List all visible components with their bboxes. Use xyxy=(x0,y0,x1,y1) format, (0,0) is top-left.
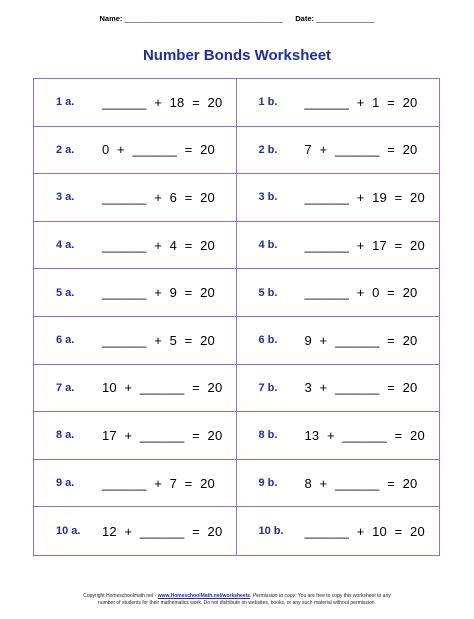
problem-label: 4 b. xyxy=(258,239,278,252)
problem-cell xyxy=(237,507,440,555)
problem-label: 6 a. xyxy=(56,334,75,347)
problem-cell xyxy=(34,365,237,413)
problem-label: 6 b. xyxy=(258,334,278,347)
problem-label: 5 b. xyxy=(258,286,278,299)
problem-cell xyxy=(237,412,440,460)
problem-equation[interactable]: 8 + ______ = 20 xyxy=(304,475,418,491)
problem-equation[interactable]: ______ + 6 = 20 xyxy=(102,189,215,205)
problem-cell xyxy=(34,412,237,460)
problem-equation[interactable]: ______ + 17 = 20 xyxy=(304,237,425,253)
problem-label: 3 a. xyxy=(56,191,75,204)
problem-equation[interactable]: 13 + ______ = 20 xyxy=(304,427,425,443)
problem-equation[interactable]: 12 + ______ = 20 xyxy=(102,523,223,539)
problem-cell xyxy=(34,269,237,317)
problem-label: 8 b. xyxy=(258,429,278,442)
problem-cell xyxy=(237,127,440,175)
problem-label: 2 a. xyxy=(56,143,75,156)
problem-equation[interactable]: ______ + 19 = 20 xyxy=(304,189,425,205)
footer-copyright: Copyright Homeschoolmath.net - www.HomeschoolMath.net/worksheets. Permission to copy: You are free to copy this worksheet to any number of students for their mathematics work. Do not distribute on websites, books, or any such material without permission. xyxy=(0,593,474,606)
problem-label: 10 b. xyxy=(258,525,284,538)
problem-cell xyxy=(34,222,237,270)
date-blank[interactable]: ______________ xyxy=(316,14,375,23)
problem-equation[interactable]: 10 + ______ = 20 xyxy=(102,380,223,396)
footer-line-2: number of students for their mathematics work. Do not distribute on websites, books, or any such material without permission. xyxy=(98,599,376,606)
name-date-header xyxy=(0,14,474,23)
problem-cell xyxy=(34,460,237,508)
name-label: Name: xyxy=(99,14,123,23)
problem-label: 1 b. xyxy=(258,96,278,109)
problem-label: 5 a. xyxy=(56,286,75,299)
problem-equation[interactable]: 0 + ______ = 20 xyxy=(102,142,215,158)
problem-equation[interactable]: ______ + 4 = 20 xyxy=(102,237,215,253)
problem-label: 3 b. xyxy=(258,191,278,204)
problem-equation[interactable]: ______ + 10 = 20 xyxy=(304,523,425,539)
problem-label: 4 a. xyxy=(56,239,75,252)
problem-equation[interactable]: ______ + 1 = 20 xyxy=(304,94,418,110)
worksheet-title: Number Bonds Worksheet xyxy=(142,47,332,64)
problem-cell xyxy=(237,79,440,127)
problem-cell xyxy=(34,507,237,555)
problem-label: 7 b. xyxy=(258,381,278,394)
problem-equation[interactable]: ______ + 9 = 20 xyxy=(102,285,215,301)
problem-cell xyxy=(237,269,440,317)
problem-label: 9 a. xyxy=(56,477,75,490)
problem-equation[interactable]: ______ + 18 = 20 xyxy=(102,94,223,110)
permission-text: You are free to copy this worksheet to any xyxy=(296,593,391,599)
problem-label: 2 b. xyxy=(258,143,278,156)
problem-cell xyxy=(237,174,440,222)
website-link[interactable]: www.HomeschoolMath.net/worksheets xyxy=(157,593,251,599)
problem-equation[interactable]: ______ + 0 = 20 xyxy=(304,285,418,301)
problem-label: 7 a. xyxy=(56,381,75,394)
problem-cell xyxy=(237,365,440,413)
problem-cell xyxy=(34,317,237,365)
problems-grid xyxy=(33,78,440,556)
problem-cell xyxy=(34,79,237,127)
problem-label: 8 a. xyxy=(56,429,75,442)
problem-equation[interactable]: 17 + ______ = 20 xyxy=(102,427,223,443)
copyright-text: Copyright Homeschoolmath.net - xyxy=(83,593,158,599)
problem-cell xyxy=(237,460,440,508)
problem-label: 1 a. xyxy=(56,96,75,109)
problem-equation[interactable]: 7 + ______ = 20 xyxy=(304,142,418,158)
problem-cell xyxy=(34,174,237,222)
problem-equation[interactable]: ______ + 7 = 20 xyxy=(102,475,215,491)
problem-cell xyxy=(237,222,440,270)
problem-cell xyxy=(237,317,440,365)
problem-label: 9 b. xyxy=(258,477,278,490)
problem-cell xyxy=(34,127,237,175)
problem-equation[interactable]: 3 + ______ = 20 xyxy=(304,380,418,396)
permission-label: Permission to copy: xyxy=(252,593,297,599)
problem-equation[interactable]: 9 + ______ = 20 xyxy=(304,332,418,348)
name-blank[interactable]: ______________________________________ xyxy=(124,14,284,23)
problem-label: 10 a. xyxy=(56,525,81,538)
date-label: Date: xyxy=(295,14,314,23)
problem-equation[interactable]: ______ + 5 = 20 xyxy=(102,332,215,348)
